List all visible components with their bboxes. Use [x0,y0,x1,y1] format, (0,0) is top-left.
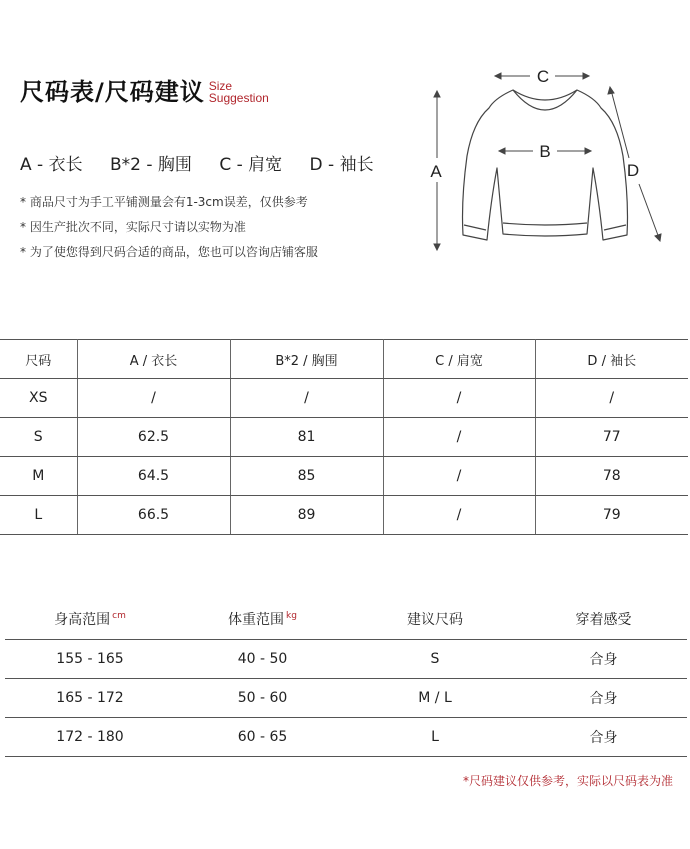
cell-size: S [0,418,77,457]
cell-size: S [350,640,520,679]
cell-c: / [383,379,535,418]
size-header-a: A / 衣长 [77,340,230,379]
size-header-size: 尺码 [0,340,77,379]
legend-c: C - 肩宽 [219,155,283,175]
sweatshirt-diagram [415,60,685,260]
table-row [5,679,687,718]
notes [20,193,318,268]
rec-header-weight-label: 体重范围 [228,612,285,628]
subtitle-suggestion: Suggestion [208,91,269,105]
diagram-label-a: A [430,162,442,181]
cell-c: / [383,496,535,535]
diagram-label-d: D [626,161,640,180]
diagram-label-b: B [539,142,551,161]
rec-header-height [5,599,175,640]
sweatshirt-outline [463,90,628,240]
size-header-b: B*2 / 胸围 [230,340,383,379]
cell-height: 165 - 172 [5,679,175,718]
cell-d: 78 [535,457,688,496]
rec-header-size: 建议尺码 [350,599,520,640]
rec-header-height-label: 身高范围 [54,612,111,628]
cell-b: 89 [230,496,383,535]
subtitle-size: Size [208,79,233,93]
cell-b: 81 [230,418,383,457]
legend-d: D - 袖长 [309,155,374,175]
cell-size: XS [0,379,77,418]
cell-c: / [383,418,535,457]
page-title: 尺码表/尺码建议 [20,78,205,106]
table-row [5,640,687,679]
size-table [0,339,688,535]
cell-fit: 合身 [520,640,687,679]
note-2: * 因生产批次不同，实际尺寸请以实物为准 [20,220,246,234]
cell-b: 85 [230,457,383,496]
note-1: * 商品尺寸为手工平铺测量会有1-3cm误差，仅供参考 [20,195,308,209]
cell-fit: 合身 [520,679,687,718]
cell-d: / [535,379,688,418]
legend-a: A - 衣长 [20,155,83,175]
page-subtitle-en [209,80,269,106]
cell-size: L [0,496,77,535]
recommendation-table [5,599,687,757]
diagram-label-c: C [536,67,550,86]
size-header-c: C / 肩宽 [383,340,535,379]
table-row [0,496,688,535]
rec-table-header [5,599,687,640]
table-row [0,457,688,496]
table-row [5,718,687,757]
cell-height: 172 - 180 [5,718,175,757]
cell-fit: 合身 [520,718,687,757]
footnote: *尺码建议仅供参考，实际以尺码表为准 [462,774,673,788]
cell-weight: 50 - 60 [175,679,350,718]
size-table-header [0,340,688,379]
cell-weight: 40 - 50 [175,640,350,679]
cell-a: 66.5 [77,496,230,535]
cell-height: 155 - 165 [5,640,175,679]
unit-kg: kg [286,611,297,621]
cell-b: / [230,379,383,418]
size-header-d: D / 袖长 [535,340,688,379]
rec-header-fit: 穿着感受 [520,599,687,640]
cell-d: 79 [535,496,688,535]
rec-header-weight [175,599,350,640]
unit-cm: cm [112,611,126,621]
cell-a: / [77,379,230,418]
cell-a: 62.5 [77,418,230,457]
table-row [0,379,688,418]
cell-size: M / L [350,679,520,718]
cell-size: M [0,457,77,496]
table-row [0,418,688,457]
cell-a: 64.5 [77,457,230,496]
cell-c: / [383,457,535,496]
legend-b: B*2 - 胸围 [109,155,192,175]
note-3: * 为了使您得到尺码合适的商品，您也可以咨询店铺客服 [20,245,318,259]
cell-d: 77 [535,418,688,457]
measurement-legend [20,150,396,175]
page-header [20,78,269,106]
cell-size: L [350,718,520,757]
cell-weight: 60 - 65 [175,718,350,757]
